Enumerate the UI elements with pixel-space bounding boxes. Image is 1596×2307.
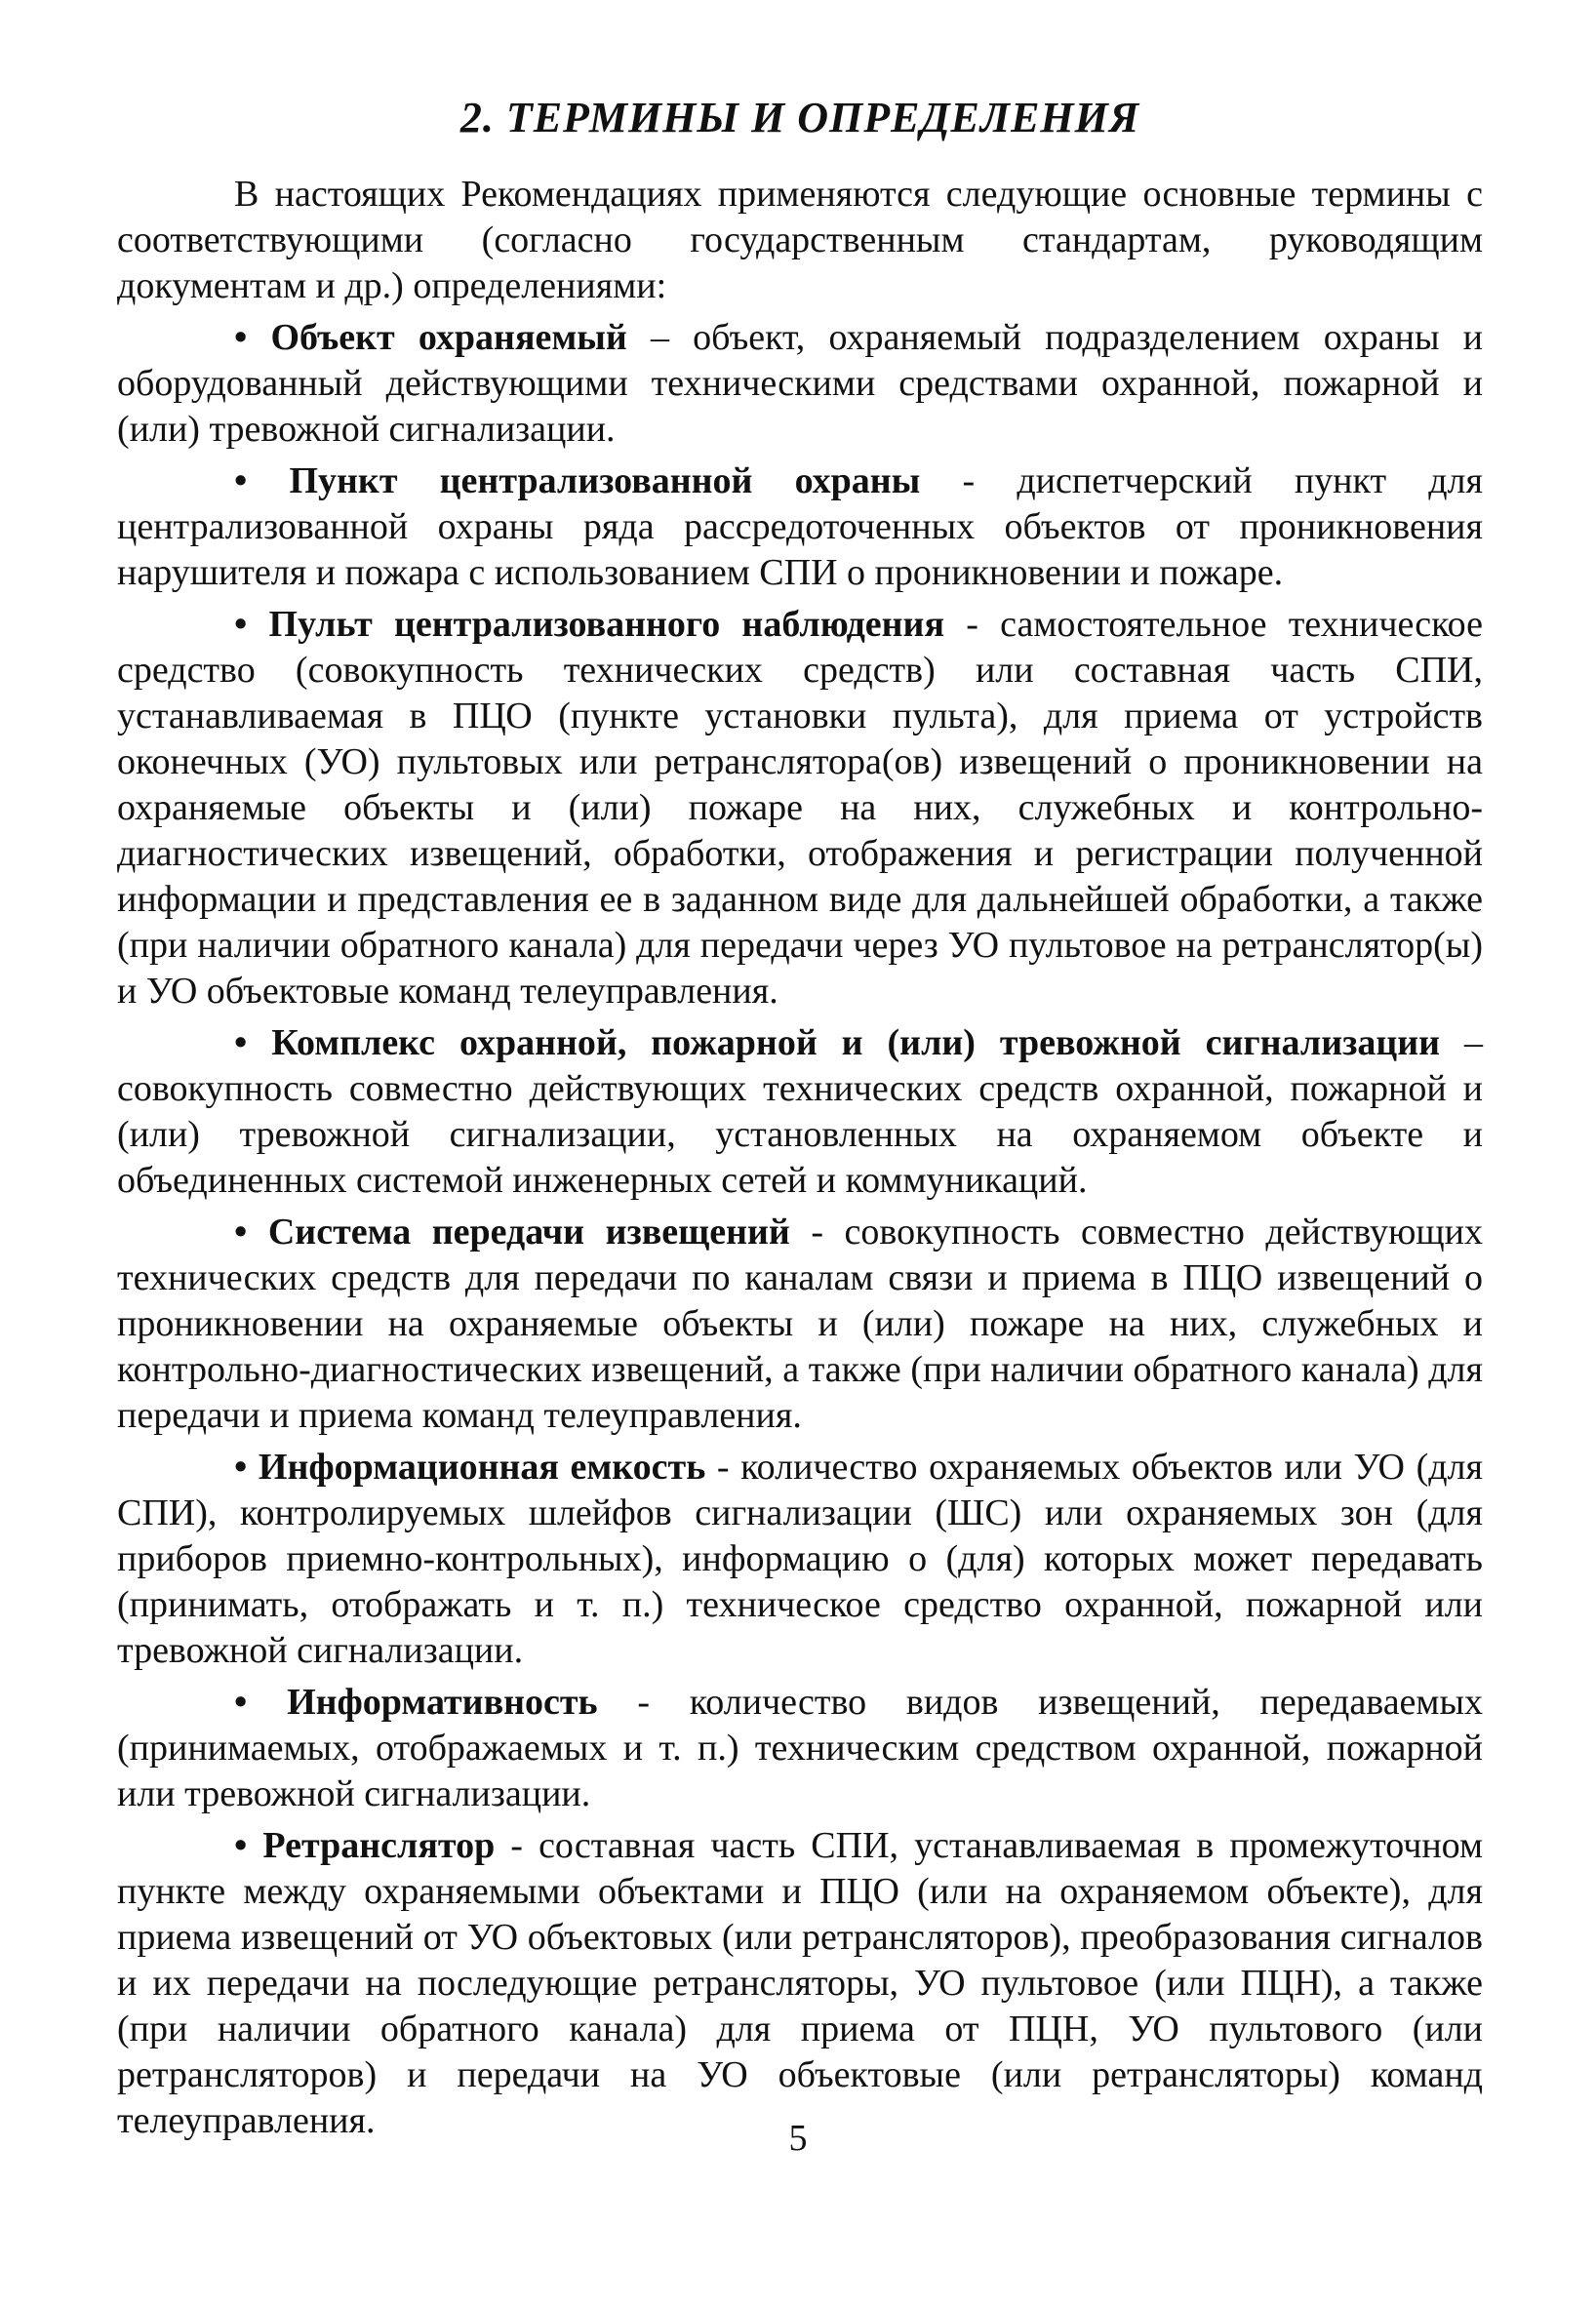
term-name: Комплекс охранной, пожарной и (или) тревожной сигнализации [271,1021,1441,1063]
term-paragraph [117,1445,1483,1674]
term-definition: - составная часть СПИ, устанавливаемая в промежуточном пункте между охраняемыми объектами и ПЦО (или на охраняемом объекте), для приема извещений от УО объектовых (или ретрансляторов), преобразования сигналов и их передачи на последующие ретрансляторы, УО пультовое (или ПЦН), а также (при наличии обратного канала) для приема от ПЦН, УО пультового (или ретрансляторов) и передачи на УО объектовые (или ретрансляторы) команд телеуправления. [117,1824,1483,2141]
term-paragraph [117,458,1483,596]
term-name: Ретранслятор [262,1824,496,1866]
bullet-icon: • [234,1446,248,1488]
term-paragraph [117,1210,1483,1439]
bullet-icon: • [234,1211,248,1253]
section-title: 2. ТЕРМИНЫ И ОПРЕДЕЛЕНИЯ [459,94,1140,141]
term-definition: – совокупность совместно действующих технических средств охранной, пожарной и (или) тревожной сигнализации, установленных на охраняемом объекте и объединенных системой инженерных сетей и коммуникаций. [117,1021,1484,1201]
term-name: Пункт централизованной охраны [289,459,921,501]
page-number: 5 [788,2118,808,2159]
bullet-icon: • [234,1021,248,1063]
term-definition: - количество видов извещений, передаваемых (принимаемых, отображаемых и т. п.) техническим средством охранной, пожарной или тревожной сигнализации. [117,1681,1483,1814]
bullet-icon: • [234,1824,248,1866]
term-definition: - количество охраняемых объектов или УО (для СПИ), контролируемых шлейфов сигнализации (ШС) или охраняемых зон (для приборов приемно-контрольных), информацию о (для) которых может передавать (принимать, отображать и т. п.) техническое средство охранной, пожарной или тревожной сигнализации. [117,1446,1483,1671]
term-name: Пульт централизованного наблюдения [268,603,945,645]
term-definition: - самостоятельное техническое средство (совокупность технических средств) или составная часть СПИ, устанавливаемая в ПЦО (пункте установки пульта), для приема от устройств оконечных (УО) пультовых или ретранслятора(ов) извещений о проникновении на охраняемые объекты и (или) пожаре на них, служебных и контрольно-диагностических извещений, обработки, отображения и регистрации полученной информации и представления ее в заданном виде для дальнейшей обработки, а также (при наличии обратного канала) для передачи через УО пультовое на ретранслятор(ы) и УО объектовые команд телеуправления. [117,603,1483,1012]
term-name: Система передачи извещений [267,1211,790,1253]
term-paragraph [117,1020,1483,1204]
term-name: Объект охраняемый [270,316,627,358]
term-paragraph [117,315,1483,453]
bullet-icon: • [234,459,248,501]
document-page [117,93,1483,2144]
term-definition: - диспетчерский пункт для централизованной охраны ряда рассредоточенных объектов от проникновения нарушителя и пожара с использованием СПИ о проникновении и пожаре. [117,459,1484,593]
bullet-icon: • [234,603,248,645]
term-definition: - совокупность совместно действующих технических средств для передачи по каналам связи и приема в ПЦО извещений о проникновении на охраняемые объекты и (или) пожаре на них, служебных и контрольно-диагностических извещений, а также (при наличии обратного канала) для передачи и приема команд телеуправления. [117,1211,1483,1436]
term-name: Информативность [287,1681,598,1723]
bullet-icon: • [234,1681,248,1723]
term-paragraph [117,1823,1483,2144]
term-paragraph [117,1680,1483,1817]
term-name: Информационная емкость [258,1446,706,1488]
term-definition: – объект, охраняемый подразделением охраны и оборудованный действующими техническими средствами охранной, пожарной и (или) тревожной сигнализации. [117,316,1484,450]
term-paragraph [117,602,1483,1014]
intro-paragraph: В настоящих Рекомендациях применяются следующие основные термины с соответствующими (согласно государственным стандартам, руководящим документам и др.) определениями: [117,173,1483,306]
bullet-icon: • [234,316,248,358]
